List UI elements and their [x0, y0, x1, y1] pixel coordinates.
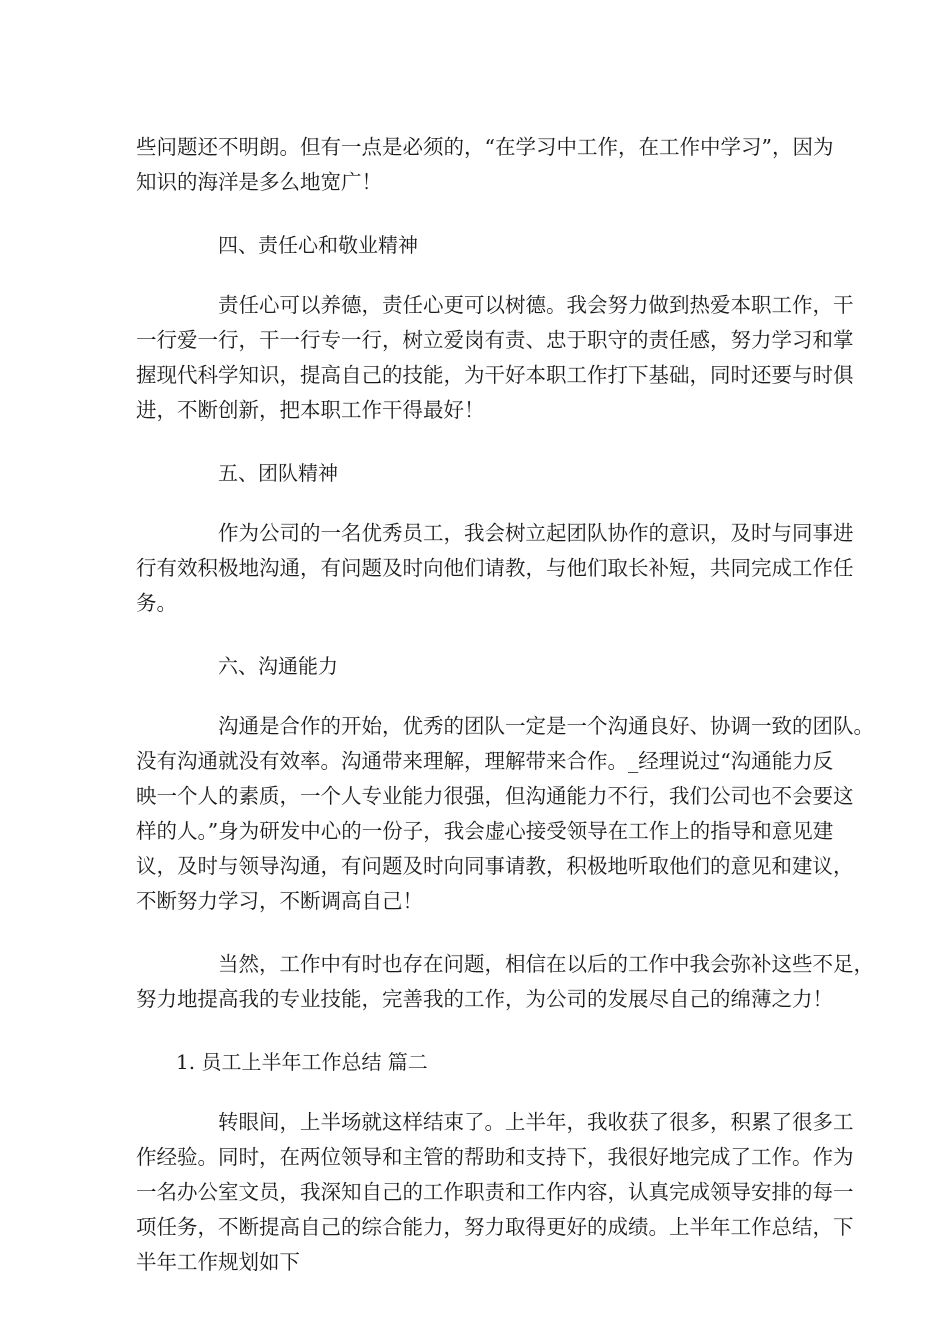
text-line: 转眼间，上半场就这样结束了。上半年，我收获了很多，积累了很多工 [218, 1110, 854, 1134]
text-line: 当然，工作中有时也存在问题，相信在以后的工作中我会弥补这些不足， [218, 952, 874, 976]
heading-responsibility: 四、责任心和敬业精神 [218, 233, 418, 257]
text-line: 行有效积极地沟通，有问题及时向他们请教，与他们取长补短，共同完成工作任 [136, 556, 854, 580]
text-line: 不断努力学习，不断调高自己！ [136, 889, 423, 913]
section-title-part-two: 1. 员工上半年工作总结 篇二 [176, 1050, 428, 1074]
text-line: 沟通是合作的开始，优秀的团队一定是一个沟通良好、协调一致的团队。 [218, 714, 874, 738]
text-line: 一行爱一行，干一行专一行，树立爱岗有责、忠于职守的责任感，努力学习和掌 [136, 328, 854, 352]
text-line: 议，及时与领导沟通，有问题及时向同事请教，积极地听取他们的意见和建议， [136, 854, 854, 878]
text-line: 握现代科学知识，提高自己的技能，为干好本职工作打下基础，同时还要与时俱 [136, 363, 854, 387]
text-line: 一名办公室文员，我深知自己的工作职责和工作内容，认真完成领导安排的每一 [136, 1180, 854, 1204]
paragraph-communication [136, 709, 874, 919]
text-line: 半年工作规划如下 [136, 1250, 300, 1274]
heading-communication: 六、沟通能力 [218, 654, 338, 678]
text-line: 些问题还不明朗。但有一点是必须的，“在学习中工作，在工作中学习”，因为 [136, 135, 834, 159]
text-line: 责任心可以养德，责任心更可以树德。我会努力做到热爱本职工作，干 [218, 293, 854, 317]
text-line: 项任务，不断提高自己的综合能力，努力取得更好的成绩。上半年工作总结，下 [136, 1215, 854, 1239]
document-page [136, 130, 874, 1280]
paragraph-part-two-intro [136, 1105, 854, 1280]
paragraph-conclusion [136, 947, 874, 1017]
text-line: 样的人。”身为研发中心的一份子，我会虚心接受领导在工作上的指导和意见建 [136, 819, 834, 843]
text-line: 进，不断创新，把本职工作干得最好！ [136, 398, 485, 422]
paragraph-intro-continuation [136, 130, 834, 200]
text-line: 务。 [136, 591, 177, 615]
paragraph-responsibility [136, 288, 854, 428]
text-line: 映一个人的素质，一个人专业能力很强，但沟通能力不行，我们公司也不会要这 [136, 784, 854, 808]
text-line: 知识的海洋是多么地宽广！ [136, 170, 382, 194]
text-line: 作为公司的一名优秀员工，我会树立起团队协作的意识，及时与同事进 [218, 521, 854, 545]
text-line: 作经验。同时，在两位领导和主管的帮助和支持下，我很好地完成了工作。作为 [136, 1145, 854, 1169]
heading-teamwork: 五、团队精神 [218, 461, 338, 485]
paragraph-teamwork [136, 516, 854, 621]
text-line: 努力地提高我的专业技能，完善我的工作，为公司的发展尽自己的绵薄之力！ [136, 987, 833, 1011]
text-line: 没有沟通就没有效率。沟通带来理解，理解带来合作。_经理说过“沟通能力反 [136, 749, 834, 773]
